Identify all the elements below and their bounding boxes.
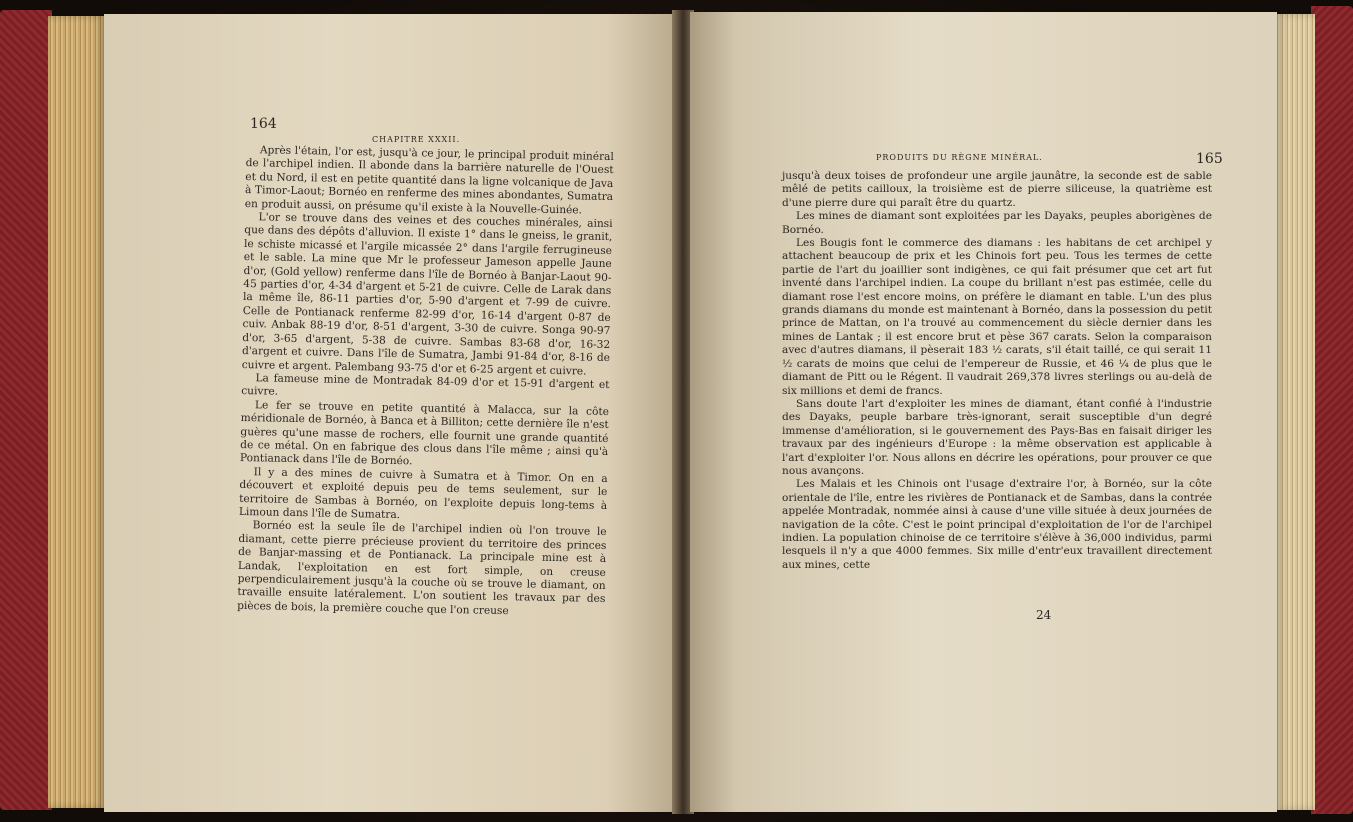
right-paragraph: Les Malais et les Chinois ont l'usage d'extraire l'or, à Bornéo, sur la côte orientale de l'île, entre les rivières de Pontianack et de Sambas, dans la contrée appelée Montradak, nommée ainsi à cause d'une ville située à deux journées de navigation de la côte. C'est le point principal d'exploitation de l'or de l'archipel indien. La population chinoise de ce territoire s'élève à 36,000 individus, parmi lesquels il n'y a que 4000 femmes. Six mille d'entr'eux travaillent directement aux mines, cette [782,478,1212,571]
left-paragraph: Le fer se trouve en petite quantité à Malacca, sur la côte méridionale de Bornéo, à Banca et à Billiton; cette dernière île n'est guères qu'une masse de rochers, elle fournit une grande quantité de ce métal. On en fabrique des clous dans l'île même ; ainsi qu'à Pontianack dans l'île de Bornéo. [239,398,610,468]
left-page [104,14,676,812]
right-paragraph: Les mines de diamant sont exploitées par les Dayaks, peuples aborigènes de Bornéo. [782,210,1212,236]
right-page-block-edge [1275,14,1315,810]
left-page-number: 164 [250,116,277,132]
right-body-text [782,170,1212,572]
left-cover-binding [0,10,52,810]
signature-mark: 24 [1036,608,1052,622]
right-page [690,12,1277,812]
left-paragraph: Bornéo est la seule île de l'archipel indien où l'on trouve le diamant, cette pierre précieuse provient du territoire des princes de Banjar-massing et de Pontianack. La principale mine est à Landak, l'exploitation en est fort simple, on creuse perpendiculairement jusqu'à la couche où se trouve le diamant, on travaille ensuite latéralement. L'on soutient les travaux par des pièces de bois, la première couche que l'on creuse [237,519,607,617]
left-page-block-edge [48,16,106,808]
left-paragraph: La fameuse mine de Montradak 84-09 d'or et 15-91 d'argent et cuivre. [241,372,610,398]
right-cover-binding [1311,6,1353,814]
left-paragraph: Après l'étain, l'or est, jusqu'à ce jour, le principal produit minéral de l'archipel indien. Il abonde dans la barrière naturelle de l'Ouest et du Nord, il est en petite quantité dans la ligne volcanique de Java à Timor-Laout; Bornéo en renferme des mines abondantes, Sumatra en produit aussi, on présume qu'il existe à la Nouvelle-Guinée. [244,144,614,217]
right-paragraph: Sans doute l'art d'exploiter les mines de diamant, étant confié à l'industrie des Dayaks, peuple barbare très-ignorant, serait susceptible d'un degré immense d'amélioration, si le gouvernement des Pays-Bas en faisait diriger les travaux par des ingénieurs d'Europe : la même observation est applicable à l'art d'exploiter l'or. Nous allons en décrire les opérations, pour prouver ce que nous avançons. [782,397,1212,477]
right-page-number: 165 [1196,151,1223,167]
left-running-head: CHAPITRE XXXII. [372,135,461,144]
left-paragraph: Il y a des mines de cuivre à Sumatra et à Timor. On en a découvert et exploité depuis peu de tems seulement, sur le territoire de Sambas à Bornéo, on l'exploite depuis long-tems à Limoun dans l'île de Sumatra. [238,465,608,521]
right-paragraph: Les Bougis font le commerce des diamans : les habitans de cet archipel y attachent beaucoup de prix et les Chinois fort peu. Tous les termes de cette partie de l'art du joaillier sont indigènes, ce qui fait présumer que cet art fut inventé dans l'archipel indien. La coupe du brillant n'est pas estimée, celle du diamant rose l'est encore moins, on préfère le diamant en table. L'un des plus grands diamans du monde est maintenant à Bornéo, dans la possession du petit prince de Mattan, on l'a trouvé au commencement du siècle dernier dans les mines de Lantak ; il est encore brut et pèse 367 carats. Selon la comparaison avec d'autres diamans, il pèserait 183 ½ carats, s'il était taillé, ce qui serait 11 ½ carats de moins que celui de l'empereur de Russie, et 46 ¼ de plus que le diamant de Pitt ou le Régent. Il vaudrait 269,378 livres sterlings ou au-delà de six millions et demi de francs. [782,237,1212,397]
left-paragraph: L'or se trouve dans des veines et des couches minérales, ainsi que dans des dépôts d'alluvion. Il existe 1° dans le gneiss, le granit, le schiste micassé et l'argile micassée 2° dans l'argile ferrugineuse et le sable. La mine que Mr le professeur Jameson appelle Jaune d'or, (Gold yellow) renferme dans l'île de Bornéo à Banjar-Laout 90-45 parties d'or, 4-34 d'argent et 5-21 de cuivre. Celle de Larak dans la même île, 86-11 parties d'or, 5-90 d'argent et 7-99 de cuivre. Celle de Pontianack renferme 82-99 d'or, 16-14 d'argent 0-87 de cuiv. Anbak 88-19 d'or, 8-51 d'argent, 3-30 de cuivre. Songa 90-97 d'or, 3-65 d'argent, 5-38 de cuivre. Sambas 83-68 d'or, 16-32 d'argent et cuivre. Dans l'île de Sumatra, Jambi 91-84 d'or, 8-16 de cuivre et argent. Palembang 93-75 d'or et 6-25 argent et cuivre. [241,211,613,378]
left-body-text [237,144,614,620]
right-running-head: PRODUITS DU RÈGNE MINÉRAL. [876,153,1043,162]
right-paragraph: jusqu'à deux toises de profondeur une argile jaunâtre, la seconde est de sable mêlé de petits cailloux, la troisième est de pierre siliceuse, la quatrième est d'une pierre dure qui paraît être du quartz. [782,170,1212,209]
